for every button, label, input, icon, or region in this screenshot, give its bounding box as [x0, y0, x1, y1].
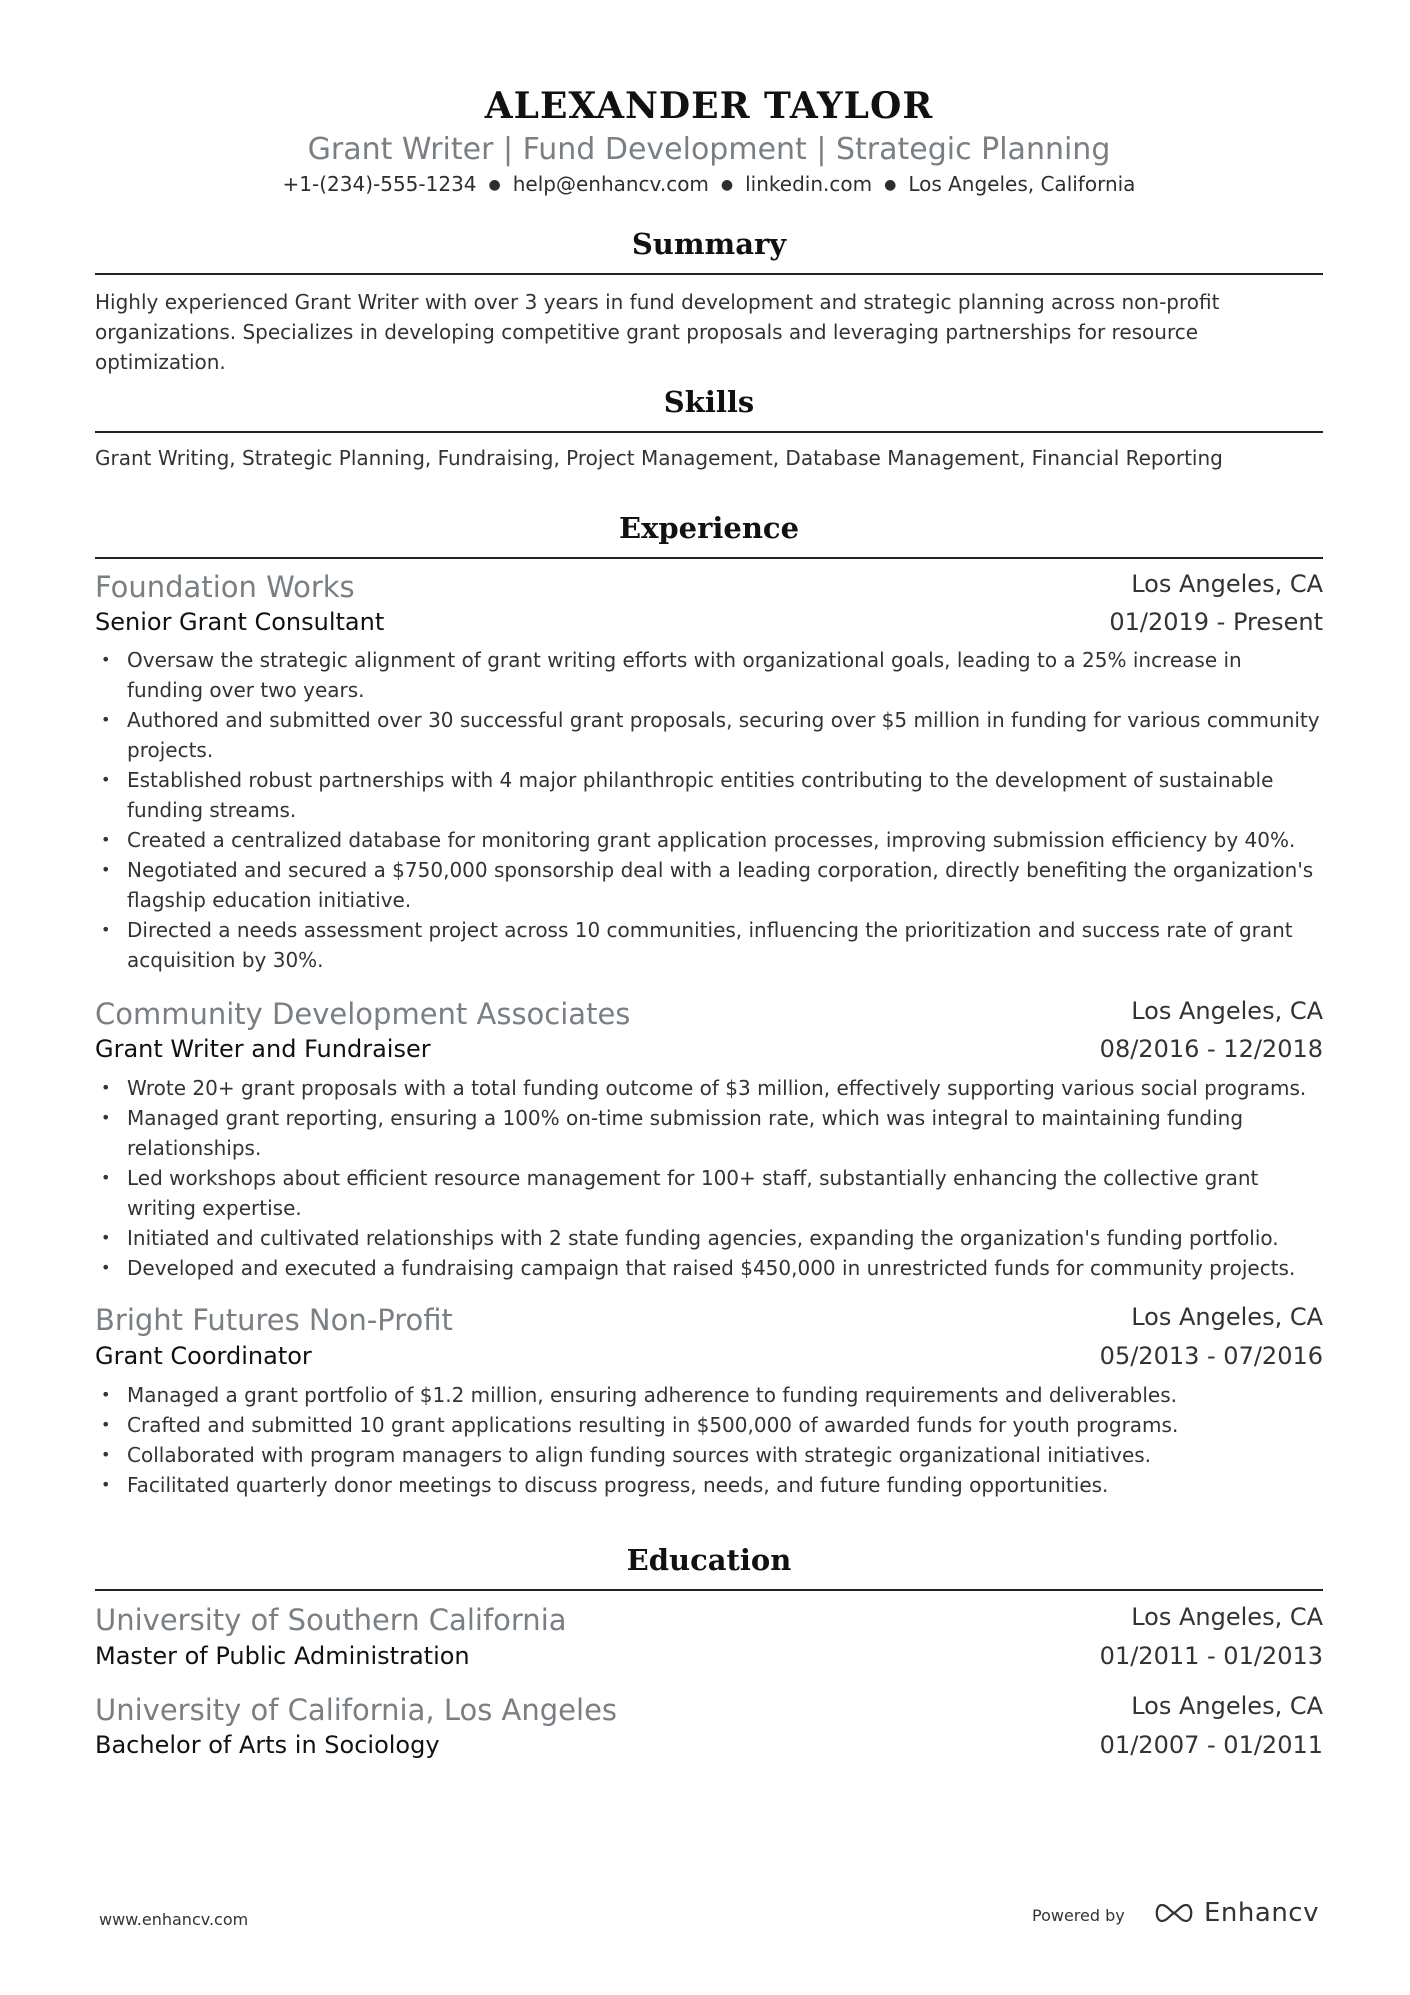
separator-dot: ● [720, 177, 734, 193]
education-location: Los Angeles, CA [1131, 1692, 1323, 1720]
job-bullets [95, 1380, 1323, 1500]
enhancv-brand-text: Enhancv [1204, 1898, 1319, 1928]
contact-linkedin[interactable]: linkedin.com [745, 172, 873, 196]
bullet-item: • Established robust partnerships with 4 major philanthropic entities contributing to the development of sustainable funding streams. [95, 765, 1323, 825]
bullet-item: • Managed grant reporting, ensuring a 100% on-time submission rate, which was integral to maintaining funding relationships. [95, 1103, 1323, 1163]
education-dates: 01/2007 - 01/2011 [1099, 1731, 1323, 1759]
bullet-item: • Directed a needs assessment project across 10 communities, influencing the prioritization and success rate of grant acquisition by 30%. [95, 915, 1323, 975]
job-bullets [95, 1073, 1323, 1283]
section-divider [95, 273, 1323, 275]
bullet-item: • Collaborated with program managers to align funding sources with strategic organizational initiatives. [95, 1440, 1323, 1470]
job-role: Grant Writer and Fundraiser [95, 1035, 431, 1063]
bullet-item: • Created a centralized database for monitoring grant application processes, improving submission efficiency by 40%. [95, 825, 1323, 855]
bullet-item: • Oversaw the strategic alignment of grant writing efforts with organizational goals, leading to a 25% increase in funding over two years. [95, 645, 1323, 705]
bullet-item: • Developed and executed a fundraising campaign that raised $450,000 in unrestricted funds for community projects. [95, 1253, 1323, 1283]
candidate-title: Grant Writer | Fund Development | Strategic Planning [307, 132, 1111, 167]
job-dates: 01/2019 - Present [1109, 608, 1323, 636]
job-location: Los Angeles, CA [1131, 997, 1323, 1025]
education-dates: 01/2011 - 01/2013 [1099, 1642, 1323, 1670]
job-organization: Foundation Works [95, 570, 355, 604]
enhancv-logo-icon [1152, 1901, 1196, 1925]
job-location: Los Angeles, CA [1131, 1303, 1323, 1331]
bullet-item: • Managed a grant portfolio of $1.2 million, ensuring adherence to funding requirements and deliverables. [95, 1380, 1323, 1410]
education-school: University of California, Los Angeles [95, 1693, 618, 1727]
bullet-item: • Led workshops about efficient resource management for 100+ staff, substantially enhancing the collective grant writing expertise. [95, 1163, 1323, 1223]
education-degree: Master of Public Administration [95, 1642, 470, 1670]
footer-website-link[interactable]: www.enhancv.com [99, 1910, 249, 1929]
section-divider [95, 557, 1323, 559]
section-heading-education: Education [626, 1543, 792, 1577]
section-heading-skills: Skills [663, 385, 755, 419]
skills-text: Grant Writing, Strategic Planning, Fundraising, Project Management, Database Management, Financial Reporting [95, 446, 1223, 470]
separator-dot: ● [884, 177, 897, 193]
job-organization: Community Development Associates [95, 997, 631, 1031]
section-heading-summary: Summary [631, 227, 787, 261]
job-role: Grant Coordinator [95, 1342, 312, 1370]
bullet-item: • Negotiated and secured a $750,000 sponsorship deal with a leading corporation, directly benefiting the organization's flagship education initiative. [95, 855, 1323, 915]
job-bullets [95, 645, 1323, 975]
job-organization: Bright Futures Non-Profit [95, 1303, 453, 1337]
job-location: Los Angeles, CA [1131, 570, 1323, 598]
contact-phone: +1-(234)-555-1234 [282, 172, 477, 196]
summary-text: Highly experienced Grant Writer with over 3 years in fund development and strategic planning across non-profit organizations. Specializes in developing competitive grant proposals and leveraging partnerships for resource optimization. [95, 290, 1220, 374]
section-divider [95, 1589, 1323, 1591]
bullet-item: • Facilitated quarterly donor meetings to discuss progress, needs, and future funding opportunities. [95, 1470, 1323, 1500]
contact-location: Los Angeles, California [908, 172, 1136, 196]
bullet-item: • Wrote 20+ grant proposals with a total funding outcome of $3 million, effectively supporting various social programs. [95, 1073, 1323, 1103]
bullet-item: • Crafted and submitted 10 grant applications resulting in $500,000 of awarded funds for youth programs. [95, 1410, 1323, 1440]
footer-powered-by: Powered by [1032, 1906, 1125, 1925]
candidate-name: ALEXANDER TAYLOR [484, 85, 934, 127]
education-degree: Bachelor of Arts in Sociology [95, 1731, 440, 1759]
job-dates: 08/2016 - 12/2018 [1099, 1035, 1323, 1063]
section-divider [95, 431, 1323, 433]
job-dates: 05/2013 - 07/2016 [1099, 1342, 1323, 1370]
contact-email[interactable]: help@enhancv.com [512, 172, 709, 196]
bullet-item: • Initiated and cultivated relationships with 2 state funding agencies, expanding the organization's funding portfolio. [95, 1223, 1323, 1253]
contact-line [95, 170, 1323, 199]
enhancv-logo[interactable] [1152, 1898, 1319, 1928]
separator-dot: ● [488, 177, 501, 193]
job-role: Senior Grant Consultant [95, 608, 385, 636]
education-school: University of Southern California [95, 1603, 567, 1637]
bullet-item: • Authored and submitted over 30 successful grant proposals, securing over $5 million in funding for various community projects. [95, 705, 1323, 765]
education-location: Los Angeles, CA [1131, 1603, 1323, 1631]
section-heading-experience: Experience [618, 511, 800, 545]
